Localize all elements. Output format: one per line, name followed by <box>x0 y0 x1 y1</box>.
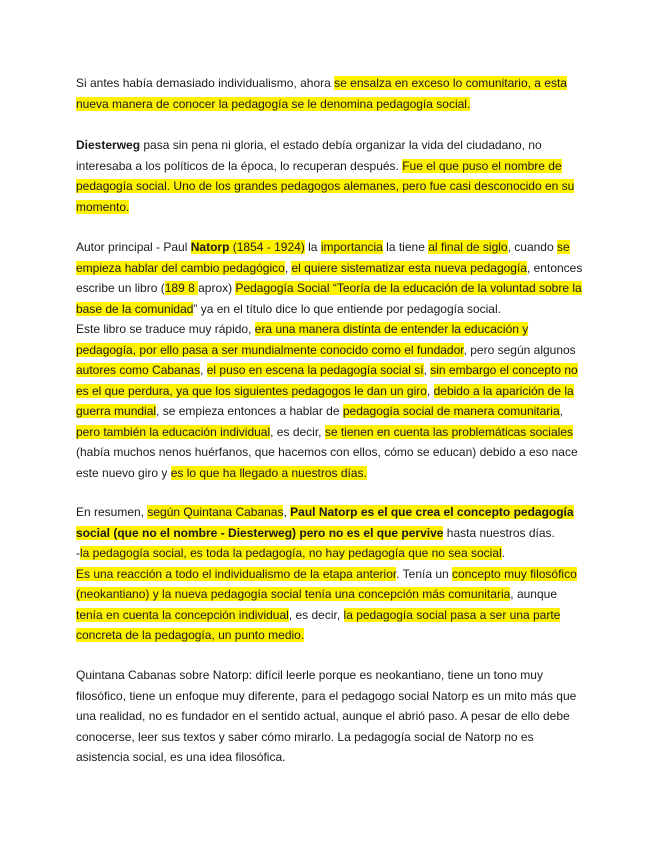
text-run: , <box>559 404 563 418</box>
highlighted-text: se <box>556 240 570 254</box>
bold-highlighted-text: Paul Natorp es el que crea el concepto pedagogía <box>290 505 574 519</box>
highlighted-text: al final de siglo <box>428 240 508 254</box>
text-line <box>76 706 576 727</box>
highlighted-text: es lo que ha llegado a nuestros días. <box>170 465 367 480</box>
highlighted-text: Es una reacción a todo el individualismo de la etapa anterior <box>76 566 397 581</box>
highlighted-text: importancia <box>320 240 383 254</box>
highlighted-text: concreta de la pedagogía, un punto medio. <box>76 628 305 642</box>
text-line <box>76 401 576 422</box>
text-line <box>76 319 576 340</box>
text-line <box>76 523 576 544</box>
text-run: , es decir, <box>288 607 344 622</box>
highlighted-text: Fue el que puso el nombre de <box>402 158 562 173</box>
highlighted-text: la pedagogía social, es toda la pedagogía, no hay pedagogía que no sea social <box>80 546 502 560</box>
highlighted-text: nueva manera de conocer la pedagogía se le denomina pedagogía social. <box>76 96 471 111</box>
paragraph-2 <box>76 135 576 217</box>
text-run: aprox) <box>198 281 236 295</box>
text-run: , pero según algunos <box>463 342 576 357</box>
text-line <box>76 176 576 197</box>
highlighted-text: pedagogía social. Uno de los grandes pedagogos alemanes, pero fue casi desconocido en su <box>76 179 575 193</box>
text-run: En resumen, <box>76 505 148 519</box>
text-run: , <box>200 363 207 377</box>
highlighted-text: pedagogía social de manera comunitaria <box>342 404 560 418</box>
text-run: asistencia social, es una idea filosófica. <box>76 750 286 764</box>
highlighted-text: el quiere sistematizar esta nueva pedagogía <box>291 260 527 275</box>
highlighted-text: era una manera distinta de entender la educación y <box>254 322 529 336</box>
text-line <box>76 135 576 156</box>
text-line <box>76 278 582 299</box>
text-run: Este libro se traduce muy rápido, <box>76 322 255 336</box>
text-run: pasa sin pena ni gloria, el estado debía organizar la vida del ciudadano, no <box>140 138 542 152</box>
text-run: , <box>426 383 434 398</box>
highlighted-text: se ensalza en exceso lo comunitario, a esta <box>334 76 567 90</box>
paragraph-4 <box>76 502 576 646</box>
highlighted-text: pedagogía, por ello pasa a ser mundialmente conocido como el fundador <box>76 342 464 357</box>
bold-text: Diesterweg <box>76 138 141 152</box>
text-run: una realidad, no es fundador en el sentido actual, aunque el abrió paso. A pesar de ello debe <box>76 709 570 723</box>
text-line <box>76 381 576 402</box>
text-run: . <box>501 546 506 560</box>
highlighted-text: (1854 - 1924) <box>229 240 305 254</box>
text-line <box>76 605 576 626</box>
text-line <box>76 463 576 484</box>
highlighted-text: base de la comunidad <box>76 301 194 316</box>
text-run: - <box>76 546 80 560</box>
bold-highlighted-text: social (que no el nombre - Diesterweg) pero no es el que pervive <box>76 525 444 540</box>
highlighted-text: Pedagogía Social “Teoría de la educación de la voluntad sobre la <box>235 281 582 295</box>
text-run: , cuando <box>507 240 557 254</box>
highlighted-text: pero también la <box>76 424 163 439</box>
text-run: escribe un libro ( <box>76 281 165 295</box>
text-run: , <box>284 260 292 275</box>
text-line <box>76 340 576 361</box>
text-run: interesaba a los políticos de la época, lo recuperan después. <box>76 158 403 173</box>
text-line <box>76 258 583 279</box>
highlighted-text: 8 <box>184 281 199 295</box>
paragraph-5 <box>76 665 576 768</box>
text-line <box>76 502 576 523</box>
text-run: la tiene <box>382 240 429 254</box>
text-run: , aunque <box>510 587 557 601</box>
paragraph-3 <box>76 237 583 483</box>
highlighted-text: momento. <box>76 199 130 214</box>
text-line <box>76 156 576 177</box>
text-line <box>76 299 576 320</box>
text-run: conocerse, leer sus textos y saber cómo mirarlo. La pedagogía social de Natorp no es <box>76 729 534 744</box>
highlighted-text: 189 <box>164 281 185 295</box>
highlighted-text: autores como Cabanas <box>76 363 201 377</box>
text-line <box>76 73 576 94</box>
text-line <box>76 564 576 585</box>
bold-highlighted-text: Natorp <box>190 240 230 254</box>
text-run: , es decir, <box>270 424 325 439</box>
text-line <box>76 747 576 768</box>
highlighted-text: tenía en cuenta la concepción individual <box>76 607 289 622</box>
text-line <box>76 442 576 463</box>
highlighted-text: debido a la aparición de la <box>433 383 574 398</box>
text-run: la <box>304 240 321 254</box>
text-run: este nuevo giro y <box>76 465 171 480</box>
highlighted-text: sin embargo el concepto no <box>430 363 578 377</box>
text-run: Autor principal - Paul <box>76 240 191 254</box>
highlighted-text: se tienen en cuenta las problemáticas sociales <box>324 424 573 439</box>
text-run: filosófico, tiene un enfoque muy diferente, para el pedagogo social Natorp es un mito más que <box>76 688 577 703</box>
highlighted-text: guerra mundial <box>76 404 157 418</box>
text-line <box>76 237 576 258</box>
text-run: ” ya en el título dice lo que entiende por pedagogía social. <box>193 301 501 316</box>
text-line <box>76 422 576 443</box>
text-run: , se empieza entonces a hablar de <box>156 404 343 418</box>
text-run: (había muchos nenos huérfanos, que hacemos con ellos, cómo se educan) debido a eso nace <box>76 445 578 459</box>
text-run: hasta nuestros días. <box>443 525 555 540</box>
text-line <box>76 625 576 646</box>
highlighted-text: el puso en escena la pedagogía social sí <box>206 363 424 377</box>
highlighted-text: es el que perdura, ya que los siguientes pedagogos le dan un giro <box>76 383 427 398</box>
highlighted-text: empieza hablar del cambio pedagógico <box>76 260 285 275</box>
text-line <box>76 584 576 605</box>
highlighted-text: la pedagogía social pasa a ser una parte <box>343 607 561 622</box>
highlighted-text: concepto muy filosófico <box>452 566 577 581</box>
highlighted-text: (neokantiano) y la nueva pedagogía social tenía una concepción más comunitaria <box>76 587 511 601</box>
highlighted-text: según Quintana Cabanas <box>147 505 284 519</box>
text-run: Quintana Cabanas sobre Natorp: difícil leerle porque es neokantiano, tiene un tono muy <box>76 668 543 682</box>
text-run: , entonces <box>526 260 583 275</box>
text-run: . Tenía un <box>396 566 453 581</box>
highlighted-text: educación individual <box>162 424 271 439</box>
text-run: , <box>423 363 431 377</box>
text-line <box>76 94 576 115</box>
text-run: Si antes había demasiado individualismo, ahora <box>76 76 335 90</box>
text-line <box>76 686 576 707</box>
paragraph-1 <box>76 73 576 114</box>
text-line <box>76 543 576 564</box>
text-line <box>76 727 576 748</box>
text-run: , <box>283 505 291 519</box>
text-line <box>76 360 576 381</box>
text-line <box>76 197 576 218</box>
text-line <box>76 665 576 686</box>
